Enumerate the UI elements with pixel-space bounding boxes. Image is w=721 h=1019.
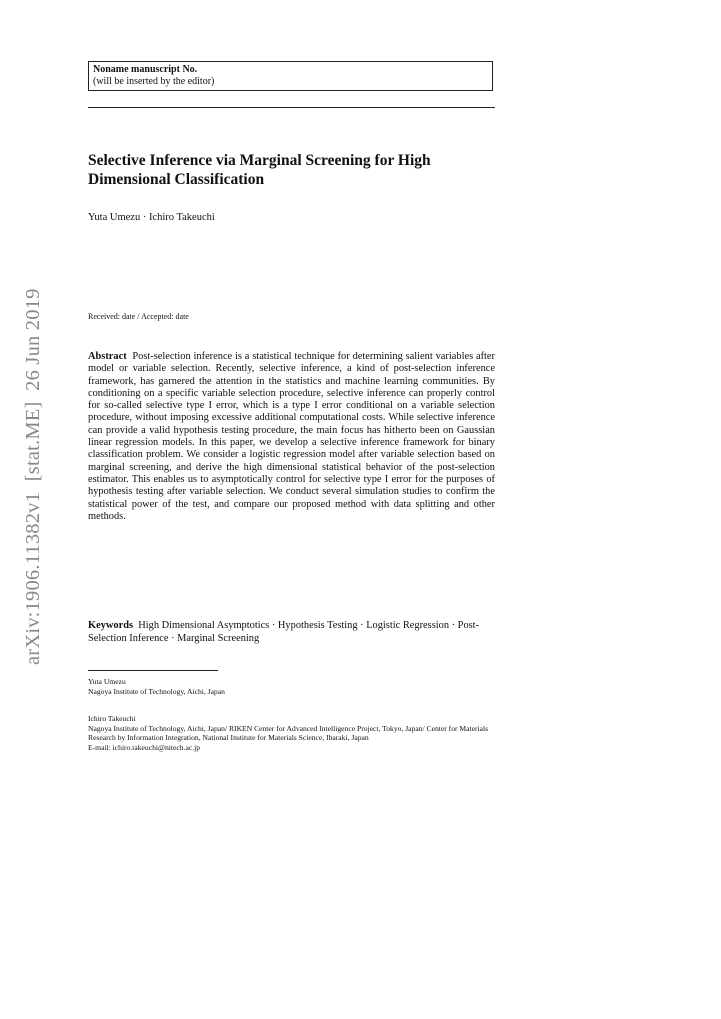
keywords	[88, 620, 495, 645]
header-rule	[88, 107, 495, 108]
keywords-label: Keywords	[88, 620, 134, 631]
affiliation-line: Nagoya Institute of Technology, Aichi, Japan	[88, 686, 225, 696]
keywords-text: High Dimensional Asymptotics · Hypothesis Testing · Logistic Regression · Post-Selection Inference · Marginal Screening	[88, 620, 480, 644]
affiliation-takeuchi	[88, 714, 498, 752]
affiliation-name: Ichiro Takeuchi	[88, 714, 136, 723]
manuscript-number-title: Noname manuscript No.	[93, 64, 198, 75]
affiliation-line: Nagoya Institute of Technology, Aichi, Japan/ RIKEN Center for Advanced Intelligence Project, Tokyo, Japan/ Center for Materials Research by Information Integration, National Institute for Materials Science, Ibaraki, Japan	[88, 723, 489, 743]
manuscript-number-box	[88, 61, 493, 91]
manuscript-number-subtitle: (will be inserted by the editor)	[93, 76, 215, 87]
affiliation-email: E-mail: ichiro.takeuchi@nitech.ac.jp	[88, 742, 200, 752]
affiliation-name: Yuta Umezu	[88, 677, 126, 686]
affiliation-umezu	[88, 677, 498, 696]
footnote-rule	[88, 670, 218, 671]
abstract-text: Post-selection inference is a statistical technique for determining salient variables after model or variable selection. Recently, selective inference, a kind of post-selection inference framework, has garnered the attention in the statistics and machine learning communities. By conditioning on a specific variable selection procedure, selective inference can properly control for so-called selective type I error, which is a type I error conditional on a variable selection procedure, without imposing excessive additional computational costs. While selective inference can provide a valid hypothesis testing procedure, the main focus has hitherto been on Gaussian linear regression models. In this paper, we develop a selective inference framework for binary classification problem. We consider a logistic regression model after variable selection based on marginal screening, and derive the high dimensional statistical behavior of the post-selection estimator. This enables us to asymptotically control for selective type I error for the purposes of hypothesis testing after variable selection. We conduct several simulation studies to confirm the statistical power of the test, and compare our proposed method with data splitting and other methods.	[88, 351, 495, 522]
abstract-label: Abstract	[88, 351, 127, 362]
paper-title: Selective Inference via Marginal Screening for High Dimensional Classification	[88, 152, 431, 188]
paper-authors: Yuta Umezu · Ichiro Takeuchi	[88, 212, 215, 223]
arxiv-identifier-stamp: arXiv:1906.11382v1 [stat.ME] 26 Jun 2019	[22, 288, 44, 665]
abstract	[88, 351, 495, 523]
received-accepted-line: Received: date / Accepted: date	[88, 312, 189, 321]
